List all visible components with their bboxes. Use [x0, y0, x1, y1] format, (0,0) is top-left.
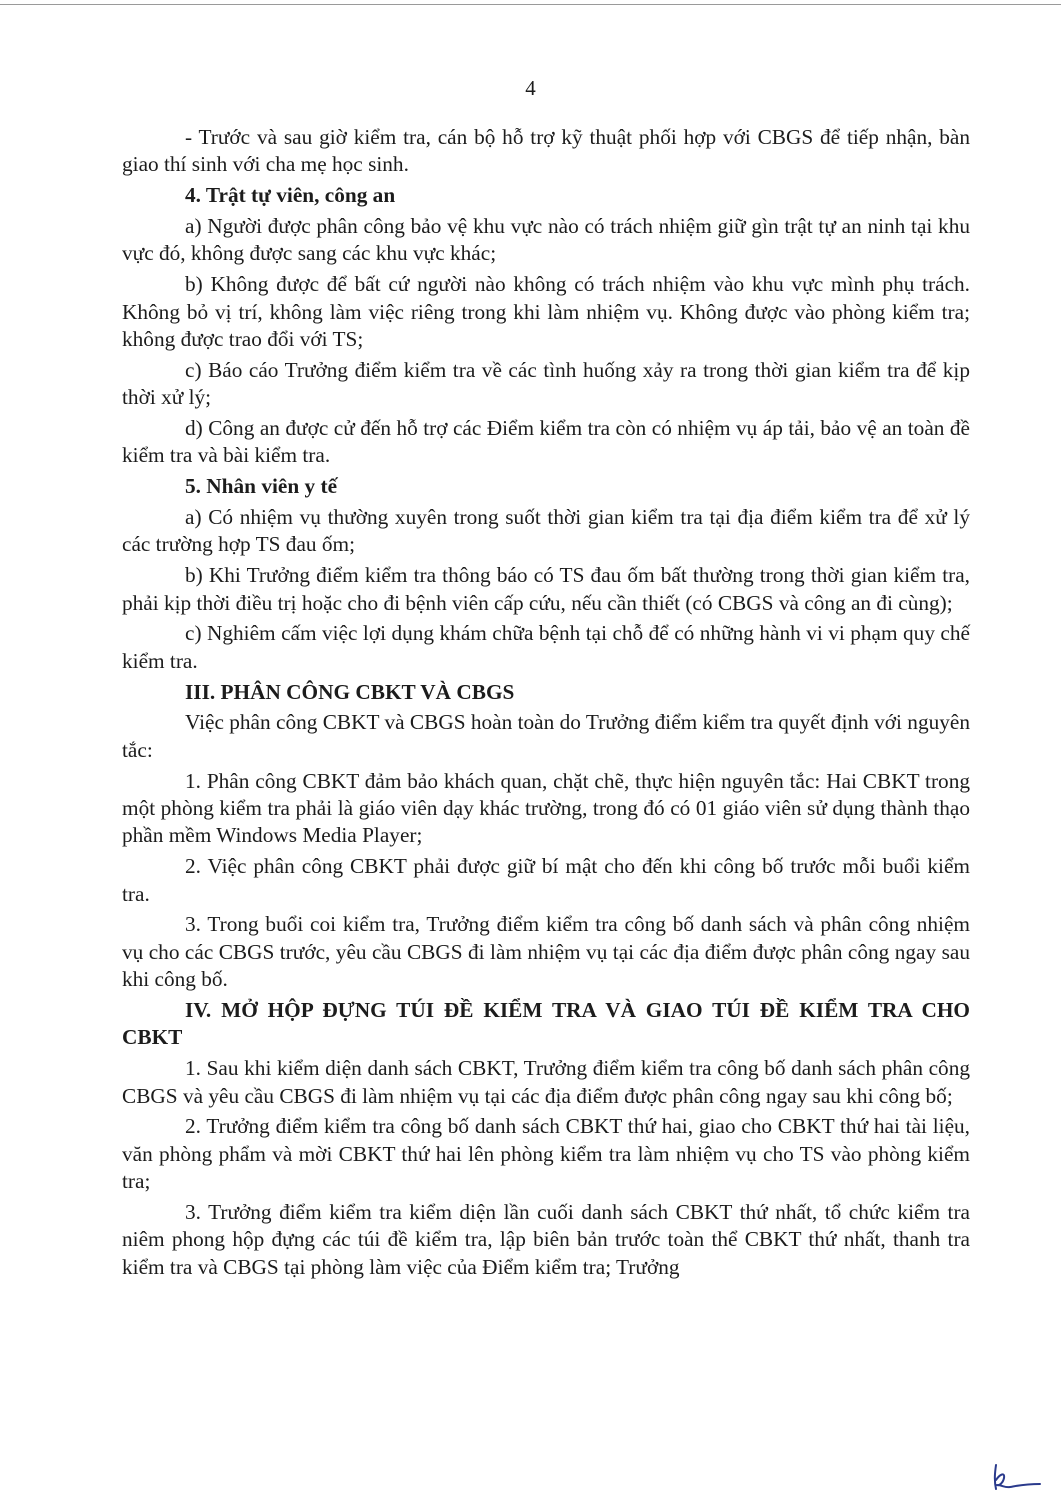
- para-4-1: 1. Sau khi kiểm diện danh sách CBKT, Trưởng điểm kiểm tra công bố danh sách phân công CBGS và yêu cầu CBGS đi làm nhiệm vụ tại các địa điểm được phân công ngay sau khi công bố;: [122, 1056, 970, 1108]
- para-3-3: 3. Trong buổi coi kiểm tra, Trưởng điểm kiểm tra công bố danh sách và phân công nhiệm vụ cho các CBGS trước, yêu cầu CBGS đi làm nhiệm vụ tại các địa điểm được phân công ngay sau khi công bố.: [122, 912, 970, 992]
- top-rule: [0, 4, 1061, 5]
- para-5a: a) Có nhiệm vụ thường xuyên trong suốt thời gian kiểm tra tại địa điểm kiểm tra để xử lý các trường hợp TS đau ốm;: [122, 505, 970, 557]
- page-number: 4: [525, 76, 536, 100]
- para-3-2: 2. Việc phân công CBKT phải được giữ bí mật cho đến khi công bố trước mỗi buổi kiểm tra.: [122, 854, 970, 906]
- para-5c: c) Nghiêm cấm việc lợi dụng khám chữa bệnh tại chỗ để có những hành vi vi phạm quy chế kiểm tra.: [122, 621, 970, 673]
- para-4b: b) Không được để bất cứ người nào không có trách nhiệm vào khu vực mình phụ trách. Không bỏ vị trí, không làm việc riêng trong khi làm nhiệm vụ. Không được vào phòng kiểm tra; không được trao đổi với TS;: [122, 272, 970, 352]
- para-4d: d) Công an được cử đến hỗ trợ các Điểm kiểm tra còn có nhiệm vụ áp tải, bảo vệ an toàn đề kiểm tra và bài kiểm tra.: [122, 416, 970, 468]
- para-3-1: 1. Phân công CBKT đảm bảo khách quan, chặt chẽ, thực hiện nguyên tắc: Hai CBKT trong một phòng kiểm tra phải là giáo viên dạy khác trường, trong đó có 01 giáo viên sử dụng thành thạo phần mềm Windows Media Player;: [122, 768, 970, 848]
- document-body: [122, 124, 970, 1285]
- para-5b: b) Khi Trưởng điểm kiểm tra thông báo có TS đau ốm bất thường trong thời gian kiểm tra, phải kịp thời điều trị hoặc cho đi bệnh viên cấp cứu, nếu cần thiết (có CBGS và công an đi cùng);: [122, 563, 970, 615]
- heading-4: 4. Trật tự viên, công an: [185, 183, 396, 208]
- para-4-3: 3. Trưởng điểm kiểm tra kiểm diện lần cuối danh sách CBKT thứ nhất, tổ chức kiểm tra niêm phong hộp đựng các túi đề kiểm tra, lập biên bản trước toàn thể CBKT thứ nhất, thanh tra kiểm tra và CBGS tại phòng làm việc của Điểm kiểm tra; Trưởng: [122, 1200, 970, 1279]
- para-4c: c) Báo cáo Trưởng điểm kiểm tra về các tình huống xảy ra trong thời gian kiểm tra để kịp thời xử lý;: [122, 357, 970, 410]
- heading-section-4: IV. MỞ HỘP ĐỰNG TÚI ĐỀ KIỂM TRA VÀ GIAO TÚI ĐỀ KIỂM TRA CHO CBKT: [122, 998, 970, 1050]
- handwritten-initial-signature: [990, 1462, 1048, 1492]
- para-4a: a) Người được phân công bảo vệ khu vực nào có trách nhiệm giữ gìn trật tự an ninh tại khu vực đó, không được sang các khu vực khác;: [122, 214, 970, 266]
- heading-5: 5. Nhân viên y tế: [185, 474, 338, 499]
- para-3-intro: Việc phân công CBKT và CBGS hoàn toàn do Trưởng điểm kiểm tra quyết định với nguyên tắc:: [122, 710, 970, 762]
- heading-section-3: III. PHÂN CÔNG CBKT VÀ CBGS: [185, 679, 515, 704]
- para-technical-support: - Trước và sau giờ kiểm tra, cán bộ hỗ trợ kỹ thuật phối hợp với CBGS để tiếp nhận, bàn giao thí sinh với cha mẹ học sinh.: [122, 125, 970, 177]
- para-4-2: 2. Trưởng điểm kiểm tra công bố danh sách CBKT thứ hai, giao cho CBKT thứ hai tài liệu, văn phòng phẩm và mời CBKT thứ hai lên phòng kiểm tra làm nhiệm vụ cho TS vào phòng kiểm tra;: [122, 1114, 970, 1194]
